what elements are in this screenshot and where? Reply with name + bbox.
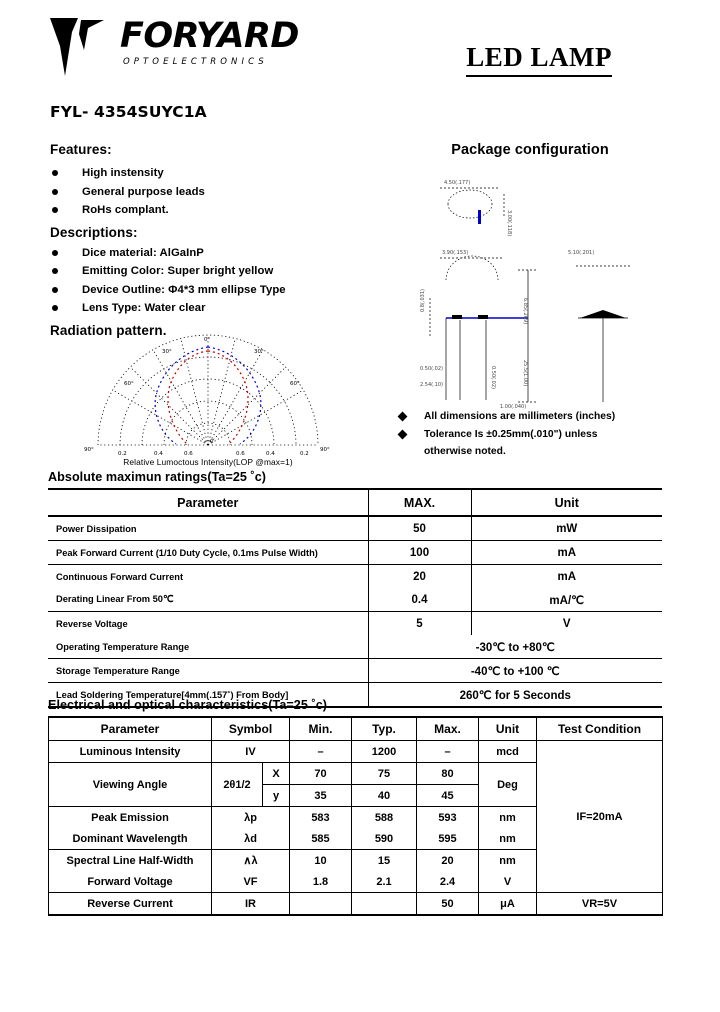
list-item — [396, 426, 682, 461]
tolerance-note-line1: Tolerance Is ±0.25mm(.010") unless — [424, 428, 598, 440]
cell-unit: mA — [471, 541, 662, 565]
cell-min: 585 — [290, 828, 352, 850]
svg-text:2.54(.10): 2.54(.10) — [420, 382, 443, 388]
cell-test-condition: IF=20mA — [537, 741, 663, 893]
cell-parameter: Lead Soldering Temperature[4mm(.157˚) From Body] — [48, 683, 368, 708]
cell-parameter: Dominant Wavelength — [49, 828, 212, 850]
cell-parameter: Reverse Voltage — [48, 612, 368, 636]
cell-unit: μA — [479, 893, 537, 916]
cell-unit: nm — [479, 828, 537, 850]
cell-parameter: Forward Voltage — [49, 871, 212, 893]
svg-text:0°: 0° — [204, 337, 211, 343]
cell-parameter: Viewing Angle — [49, 763, 212, 807]
svg-text:1.00(.040): 1.00(.040) — [500, 404, 527, 410]
package-configuration-title: Package configuration — [451, 142, 609, 158]
cell-typ: 1200 — [352, 741, 417, 763]
cell-typ: 588 — [352, 807, 417, 829]
list-item: Dice material: AlGaInP — [50, 244, 400, 263]
cell-axis: y — [263, 785, 290, 807]
descriptions-list — [50, 244, 400, 318]
cell-symbol: IV — [212, 741, 290, 763]
column-header-unit: Unit — [479, 717, 537, 741]
tolerance-note-line2: otherwise noted. — [424, 446, 506, 457]
cell-min: 1.8 — [290, 871, 352, 893]
cell-min: 35 — [290, 785, 352, 807]
cell-value-span: 260℃ for 5 Seconds — [368, 683, 662, 708]
svg-text:4.50(.177): 4.50(.177) — [444, 180, 471, 186]
svg-text:60°: 60° — [124, 381, 134, 387]
column-header-test-condition: Test Condition — [537, 717, 663, 741]
cell-value-span: -30℃ to +80℃ — [368, 635, 662, 659]
list-item: Device Outline: Φ4*3 mm ellipse Type — [50, 281, 400, 300]
package-outline-diagram — [400, 170, 680, 410]
column-header-unit: Unit — [471, 489, 662, 516]
logo-text-block — [120, 18, 299, 67]
column-header-parameter: Parameter — [49, 717, 212, 741]
cell-symbol: λp — [212, 807, 290, 829]
svg-text:25.5(1.00): 25.5(1.00) — [522, 360, 528, 387]
radiation-pattern-heading: Radiation pattern. — [50, 322, 167, 338]
svg-text:90°: 90° — [84, 447, 94, 453]
cell-min: 70 — [290, 763, 352, 785]
svg-text:0.6: 0.6 — [236, 451, 245, 457]
cell-symbol: IR — [212, 893, 290, 916]
absolute-max-ratings-table — [48, 488, 662, 708]
cell-parameter: Spectral Line Half-Width — [49, 850, 212, 872]
cell-typ: 590 — [352, 828, 417, 850]
cell-max: 20 — [417, 850, 479, 872]
cell-parameter: Peak Forward Current (1/10 Duty Cycle, 0.1ms Pulse Width) — [48, 541, 368, 565]
features-column — [50, 142, 400, 342]
descriptions-heading: Descriptions: — [50, 224, 138, 240]
table-row — [48, 659, 662, 683]
cell-unit: mA/℃ — [471, 588, 662, 612]
features-list — [50, 164, 400, 220]
list-item: General purpose leads — [50, 183, 400, 202]
cell-max: 45 — [417, 785, 479, 807]
cell-max: 2.4 — [417, 871, 479, 893]
svg-text:0.50(.02): 0.50(.02) — [420, 366, 443, 372]
cell-unit: V — [562, 617, 571, 630]
cell-typ: 75 — [352, 763, 417, 785]
cell-min: 10 — [290, 850, 352, 872]
column-header-min: Min. — [290, 717, 352, 741]
list-item: RoHs complant. — [50, 201, 400, 220]
list-item: Lens Type: Water clear — [50, 299, 400, 318]
cell-typ: 40 — [352, 785, 417, 807]
column-header-parameter: Parameter — [48, 489, 368, 516]
table-row — [49, 741, 663, 763]
cell-symbol: ∧λ — [212, 850, 290, 872]
part-number: FYL- 4354SUYC1A — [50, 103, 207, 121]
document-title: LED LAMP — [466, 42, 612, 77]
cell-max: 50 — [368, 516, 471, 541]
table-row — [48, 565, 662, 589]
svg-text:0.2: 0.2 — [118, 451, 127, 457]
package-configuration-section — [400, 142, 680, 410]
cell-unit: Deg — [479, 763, 537, 807]
table-row — [48, 612, 662, 636]
svg-text:0.8(.031): 0.8(.031) — [420, 289, 426, 312]
table-row — [48, 588, 662, 612]
cell-parameter: Derating Linear From 50℃ — [48, 588, 368, 612]
table-row — [48, 635, 662, 659]
company-logo — [48, 14, 316, 82]
column-header-max: MAX. — [368, 489, 471, 516]
svg-text:0.4: 0.4 — [154, 451, 163, 457]
company-name: FORYARD — [120, 16, 299, 56]
svg-text:0.2: 0.2 — [300, 451, 309, 457]
svg-text:0.4: 0.4 — [266, 451, 275, 457]
electrical-optical-table — [48, 716, 663, 916]
svg-text:6.85(.269): 6.85(.269) — [522, 298, 528, 325]
cell-min: 583 — [290, 807, 352, 829]
radiation-pattern-chart — [58, 333, 358, 473]
cell-min: – — [290, 741, 352, 763]
cell-typ: 15 — [352, 850, 417, 872]
cell-max: – — [417, 741, 479, 763]
cell-max: 0.4 — [368, 588, 471, 612]
svg-text:0.6: 0.6 — [184, 451, 193, 457]
cell-typ — [352, 893, 417, 916]
column-header-max: Max. — [417, 717, 479, 741]
svg-text:3.00(.118): 3.00(.118) — [506, 210, 512, 237]
cell-parameter: Storage Temperature Range — [48, 659, 368, 683]
cell-unit: mW — [471, 516, 662, 541]
cell-max: 593 — [417, 807, 479, 829]
table-row — [49, 893, 663, 916]
cell-max: 5 — [368, 612, 471, 636]
svg-text:5.10(.201): 5.10(.201) — [568, 250, 595, 256]
package-notes — [396, 408, 682, 461]
electrical-optical-heading: Electrical and optical characteristics(Ta=25 ˚c) — [48, 698, 328, 712]
svg-text:60°: 60° — [290, 381, 300, 387]
table-row — [48, 541, 662, 565]
svg-text:30°: 30° — [254, 349, 264, 355]
svg-text:90°: 90° — [320, 447, 330, 453]
column-header-typ: Typ. — [352, 717, 417, 741]
cell-parameter: Power Dissipation — [48, 516, 368, 541]
absolute-max-ratings-heading: Absolute maximun ratings(Ta=25 ˚c) — [48, 470, 267, 484]
list-item: Emitting Color: Super bright yellow — [50, 262, 400, 281]
cell-unit: V — [479, 871, 537, 893]
cell-value-span: -40℃ to +100 ℃ — [368, 659, 662, 683]
company-tagline: OPTOELECTRONICS — [123, 57, 268, 67]
cell-max: 80 — [417, 763, 479, 785]
list-item: All dimensions are millimeters (inches) — [396, 408, 682, 426]
column-header-symbol: Symbol — [212, 717, 290, 741]
page-header — [48, 14, 672, 86]
cell-parameter: Reverse Current — [49, 893, 212, 916]
cell-typ: 2.1 — [352, 871, 417, 893]
cell-max: 20 — [368, 565, 471, 589]
cell-parameter: Continuous Forward Current — [48, 565, 368, 589]
cell-min — [290, 893, 352, 916]
features-heading: Features: — [50, 142, 112, 157]
svg-text:30°: 30° — [162, 349, 172, 355]
cell-symbol: VF — [212, 871, 290, 893]
cell-unit: nm — [479, 850, 537, 872]
cell-parameter: Peak Emission — [49, 807, 212, 829]
foryard-logo-icon — [48, 16, 106, 78]
cell-unit: nm — [479, 807, 537, 829]
package-drawing — [400, 170, 680, 410]
cell-axis: X — [263, 763, 290, 785]
list-item: High instensity — [50, 164, 400, 183]
cell-max: 50 — [417, 893, 479, 916]
cell-parameter: Luminous Intensity — [49, 741, 212, 763]
svg-text:0: 0 — [210, 439, 214, 445]
svg-text:0.50(.02): 0.50(.02) — [490, 366, 496, 389]
table-row — [48, 516, 662, 541]
cell-test-condition: VR=5V — [537, 893, 663, 916]
cell-symbol: λd — [212, 828, 290, 850]
cell-symbol: 2θ1/2 — [212, 763, 263, 807]
cell-max: 100 — [368, 541, 471, 565]
cell-unit: mcd — [479, 741, 537, 763]
table-header-row — [49, 717, 663, 741]
cell-parameter: Operating Temperature Range — [48, 635, 368, 659]
table-header-row — [48, 489, 662, 516]
svg-text:3.90(.153): 3.90(.153) — [442, 250, 469, 256]
radiation-pattern-caption: Relative Lumoctous Intensity(LOP @max=1) — [123, 457, 293, 467]
cell-unit: mA — [557, 570, 577, 583]
radiation-polar-plot — [58, 333, 358, 457]
cell-max: 595 — [417, 828, 479, 850]
